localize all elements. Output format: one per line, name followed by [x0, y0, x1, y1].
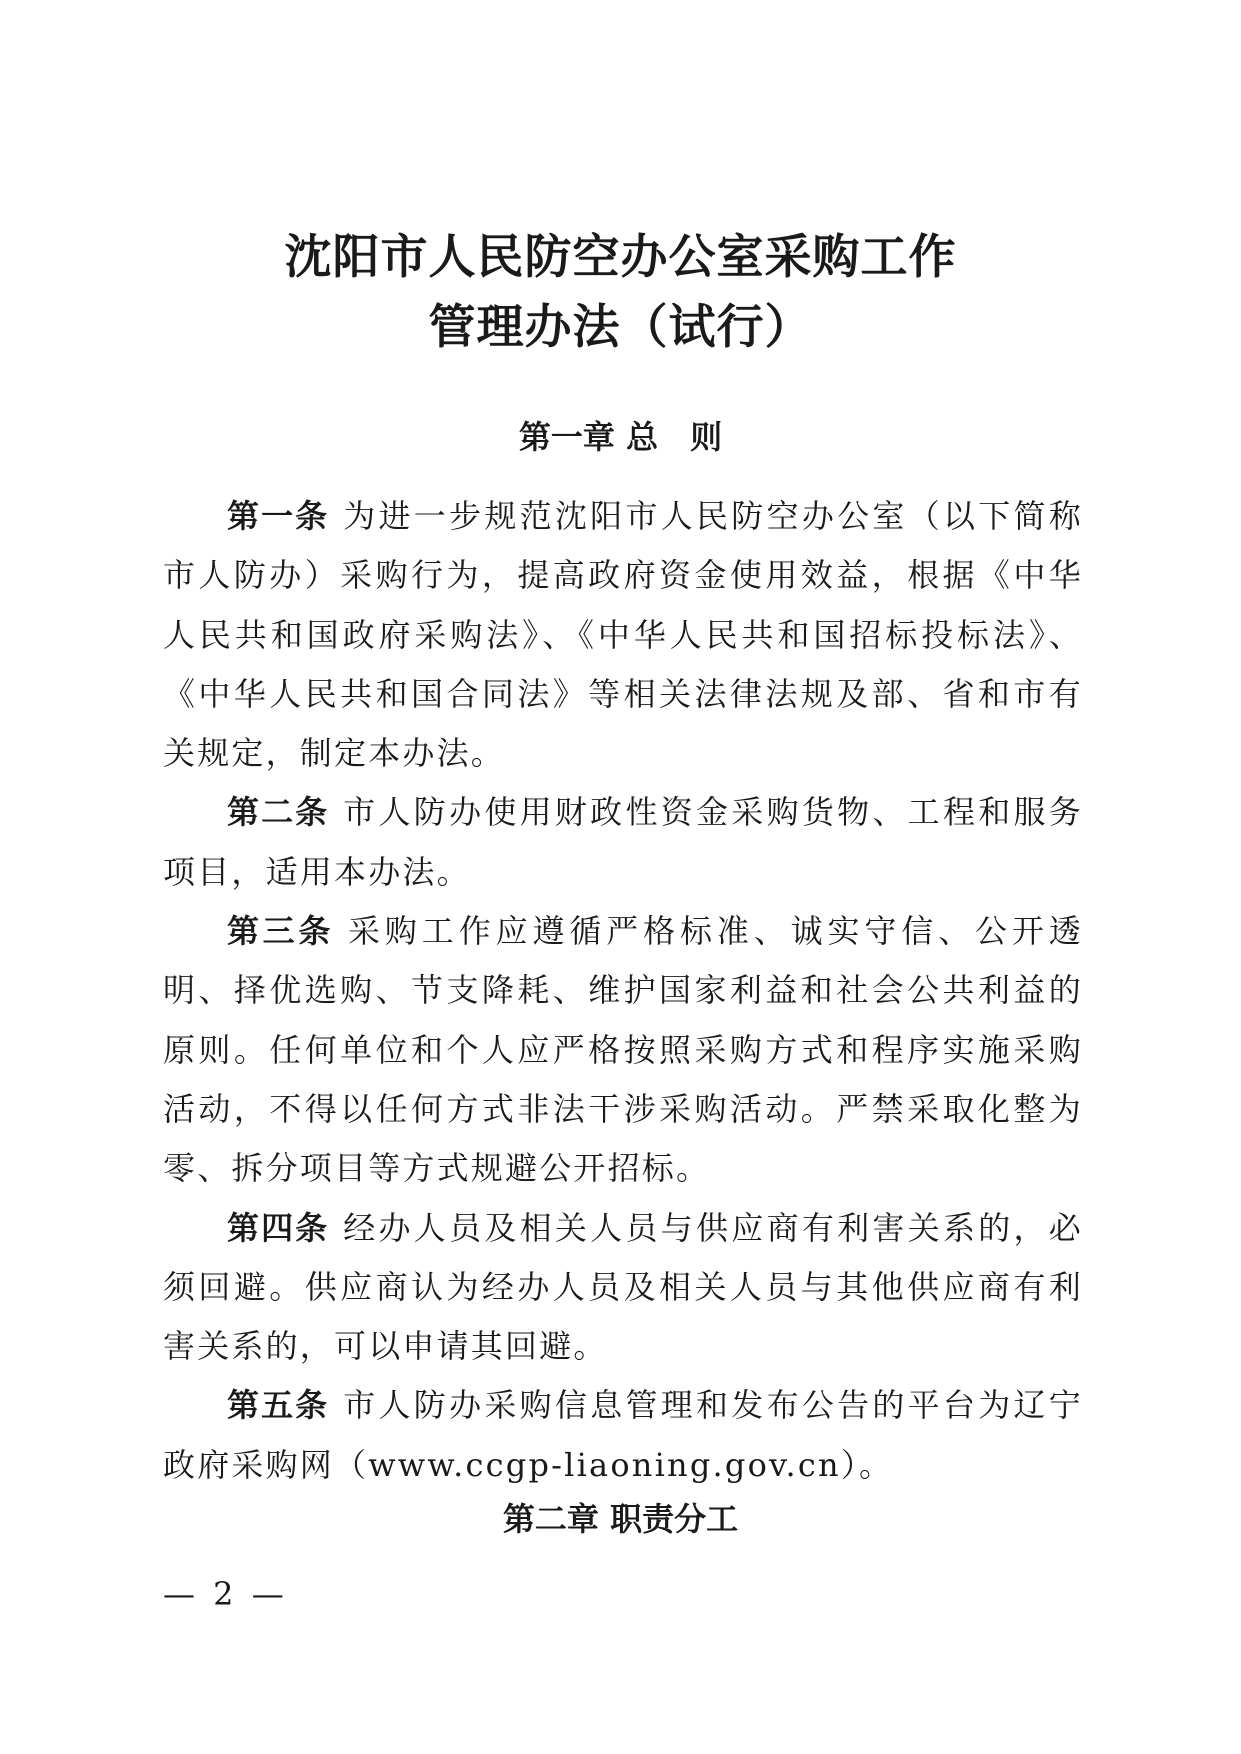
- article-text: 采购工作应遵循严格标准、诚实守信、公开透明、择优选购、节支降耗、维护国家利益和社会公共利益的原则。任何单位和个人应严格按照采购方式和程序实施采购活动，不得以任何方式非法干涉采购活动。严禁采取化整为零、拆分项目等方式规避公开招标。: [163, 912, 1083, 1188]
- article-paragraph: [163, 1199, 1083, 1377]
- article-text: 为进一步规范沈阳市人民防空办公室（以下简称市人防办）采购行为，提高政府资金使用效益，根据《中华人民共和国政府采购法》、《中华人民共和国招标投标法》、《中华人民共和国合同法》等相关法律法规及部、省和市有关规定，制定本办法。: [163, 497, 1083, 773]
- article-paragraph: [163, 783, 1083, 902]
- article-label: 第二条: [227, 793, 330, 832]
- article-label: 第四条: [227, 1208, 330, 1247]
- article-label: 第一条: [227, 497, 330, 535]
- article-text: 市人防办采购信息管理和发布公告的平台为辽宁政府采购网（www.ccgp-liaoning.gov.cn）。: [163, 1386, 1083, 1484]
- article-label: 第五条: [227, 1386, 330, 1425]
- article-paragraph: [163, 902, 1083, 1198]
- article-paragraph: [163, 487, 1083, 783]
- article-label: 第三条: [227, 912, 335, 951]
- article-text: 经办人员及相关人员与供应商有利害关系的，必须回避。供应商认为经办人员及相关人员与其他供应商有利害关系的，可以申请其回避。: [163, 1208, 1083, 1366]
- article-text: 市人防办使用财政性资金采购货物、工程和服务项目，适用本办法。: [163, 793, 1083, 891]
- document-title-line-1: 沈阳市人民防空办公室采购工作: [284, 230, 957, 285]
- chapter-heading-1: 第一章 总 则: [518, 418, 723, 456]
- article-paragraph: [163, 1376, 1083, 1495]
- chapter-heading-2: 第二章 职责分工: [502, 1500, 739, 1538]
- articles-body: [163, 487, 1083, 1495]
- page-number: — 2 —: [163, 1575, 288, 1613]
- document-title-line-2: 管理办法（试行）: [428, 300, 813, 355]
